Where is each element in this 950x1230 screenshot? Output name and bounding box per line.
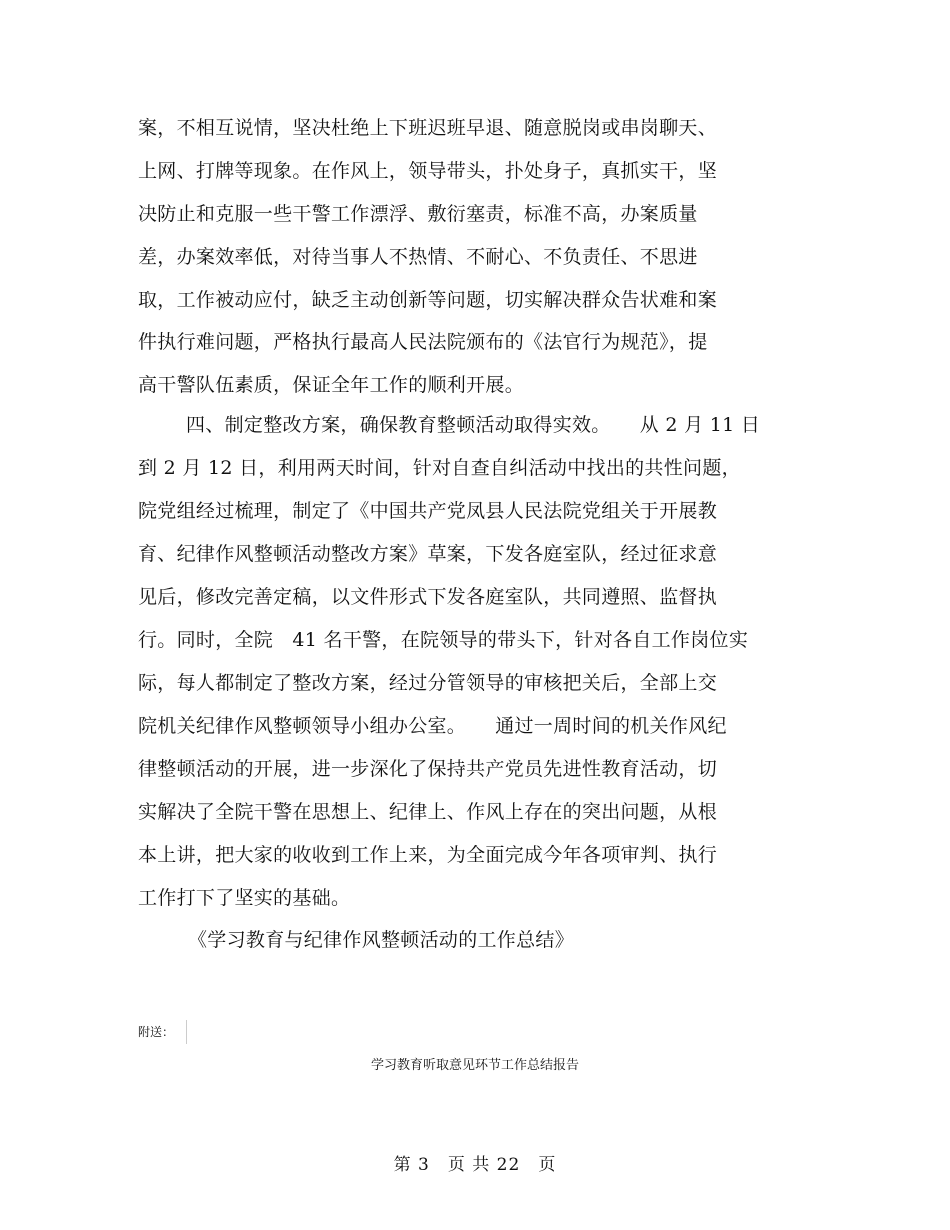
body-line: 到 2 月 12 日，利用两天时间，针对自查自纠活动中找出的共性问题， [138,457,741,479]
body-line: 案，不相互说情，坚决杜绝上下班迟班早退、随意脱岗或串岗聊天、 [138,117,718,139]
body-line: 行。同时，全院 41 名干警，在院领导的带头下，针对各自工作岗位实 [138,629,749,651]
body-line: 工作打下了坚实的基础。 [138,887,351,909]
body-line: 本上讲，把大家的收收到工作上来，为全面完成今年各项审判、执行 [138,844,718,866]
document-title-line: 《学习教育与纪律作风整顿活动的工作总结》 [188,929,575,951]
page-number-footer: 第 3 页 共 22 页 [393,1155,557,1175]
attachment-title: 学习教育听取意见环节工作总结报告 [370,1058,579,1073]
body-line: 律整顿活动的开展，进一步深化了保持共产党员先进性教育活动，切 [138,758,718,780]
body-line: 院机关纪律作风整顿领导小组办公室。 通过一周时间的机关作风纪 [138,715,727,737]
body-line: 高干警队伍素质，保证全年工作的顺利开展。 [138,374,525,396]
body-line: 见后，修改完善定稿，以文件形式下发各庭室队，共同遵照、监督执 [138,586,718,608]
body-line: 件执行难问题，严格执行最高人民法院颁布的《法官行为规范》，提 [138,331,708,353]
body-line: 实解决了全院干警在思想上、纪律上、作风上存在的突出问题，从根 [138,801,718,823]
body-line: 差，办案效率低，对待当事人不热情、不耐心、不负责任、不思进 [138,246,698,268]
attachment-label: 附送： [138,1025,175,1039]
section-heading-line: 四、制定整改方案，确保教育整顿活动取得实效。 从 2 月 11 日 [186,414,761,436]
body-line: 上网、打牌等现象。在作风上，领导带头，扑处身子，真抓实干，坚 [138,160,718,182]
attachment-divider [186,1020,187,1044]
body-line: 育、纪律作风整顿活动整改方案》草案，下发各庭室队，经过征求意 [138,543,718,565]
body-line: 决防止和克服一些干警工作漂浮、敷衍塞责，标准不高，办案质量 [138,203,698,225]
body-line: 际，每人都制定了整改方案，经过分管领导的审核把关后，全部上交 [138,672,718,694]
body-line: 院党组经过梳理，制定了《中国共产党凤县人民法院党组关于开展教 [138,500,718,522]
body-line: 取，工作被动应付，缺乏主动创新等问题，切实解决群众告状难和案 [138,289,718,311]
